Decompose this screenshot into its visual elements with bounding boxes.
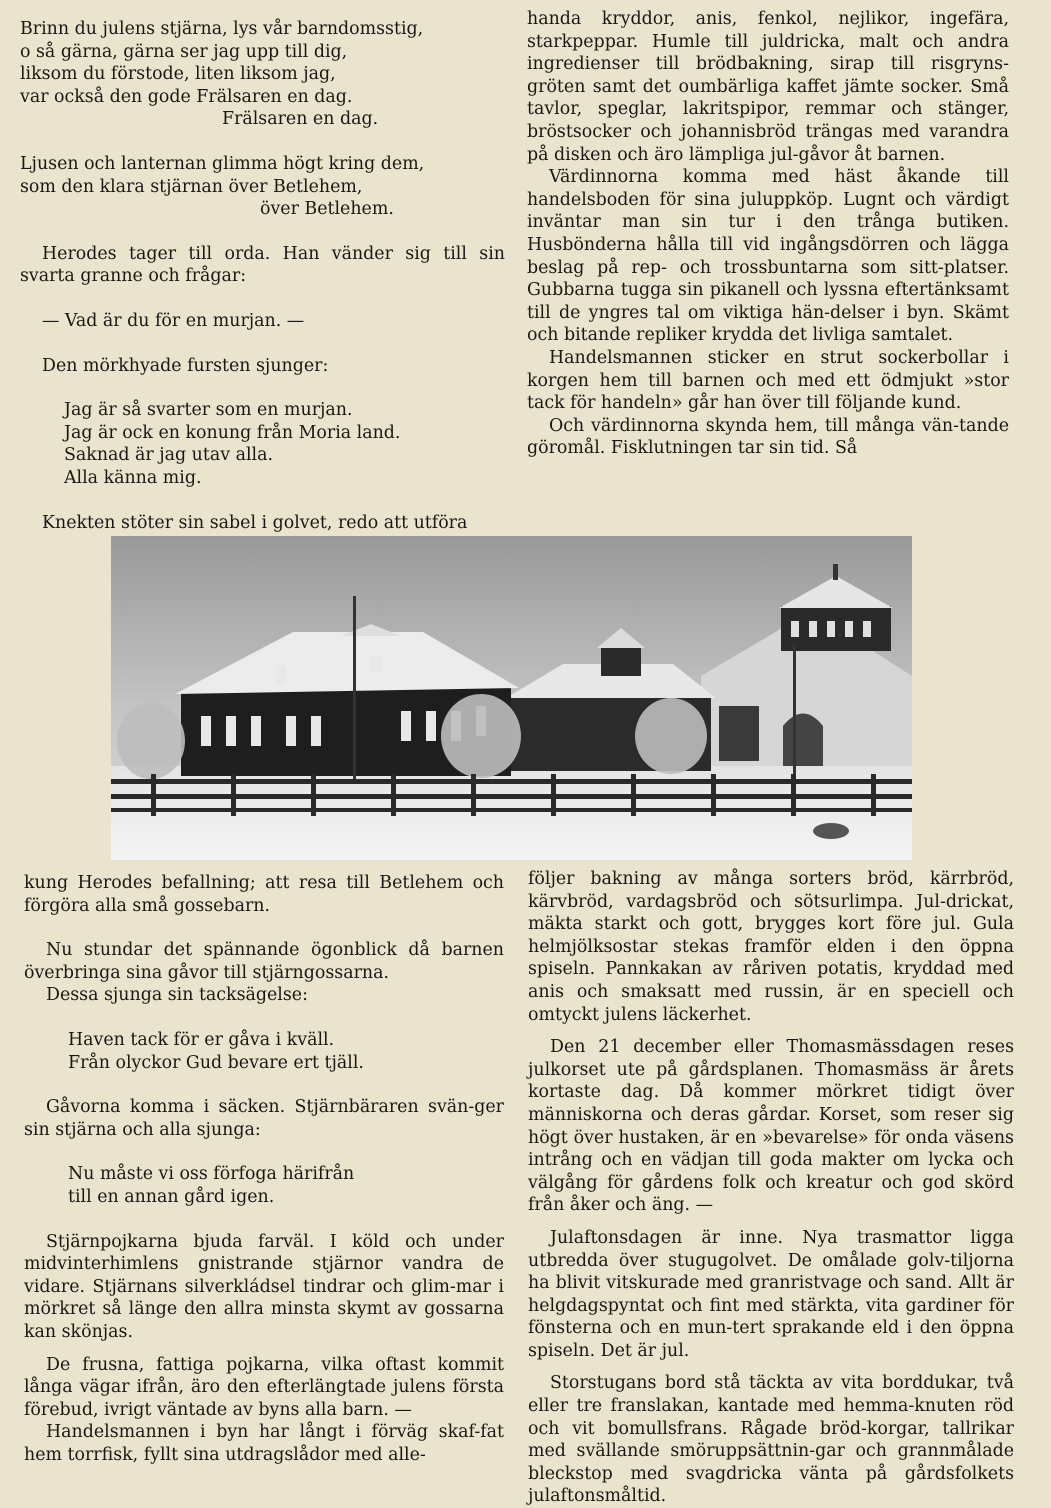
verse-line: Jag är så svarter som en murjan. <box>64 400 353 421</box>
verse-line: Alla känna mig. <box>64 467 202 488</box>
verse-line: Nu måste vi oss förfoga härifrån <box>68 1164 355 1185</box>
paragraph: Herodes tager till orda. Han vänder sig till sin svarta granne och frågar: <box>20 243 505 287</box>
verse-line: Jag är ock en konung från Moria land. <box>64 422 401 443</box>
verse-line: över Betlehem. <box>260 199 394 220</box>
winter-village-photo <box>111 536 912 860</box>
paragraph: Den mörkhyade fursten sjunger: <box>42 355 329 376</box>
column-top-left <box>20 18 505 534</box>
verse-line: Frälsaren en dag. <box>222 109 379 130</box>
paragraph: Värdinnorna komma med häst åkande till handelsboden för sina juluppköp. Lugnt och värdigt inväntar man sin tur i den trånga butiken. Husbönderna hålla till vid ingångsdörren och lägga beslag på rep- och trossbuntarna som sitt-platser. Gubbarna tugga sin pikanell och lyssna eftertänksamt till de yngres tal om viktiga hän-delser i byn. Skämt och bitande repliker krydda det livliga samtalet. <box>527 167 1009 346</box>
verse-line: Från olyckor Gud bevare ert tjäll. <box>68 1052 364 1073</box>
paragraph: Och värdinnorna skynda hem, till många vän-tande göromål. Fisklutningen tar sin tid. Så <box>527 415 1009 459</box>
paragraph: kung Herodes befallning; att resa till Betlehem och förgöra alla små gossebarn. <box>24 873 504 916</box>
paragraph: Stjärnpojkarna bjuda farväl. I köld och under midvinterhimlens gnistrande stjärnor vandra de vidare. Stjärnans silverkládsel tindrar och glim-mar i mörkret så länge den allra minsta skymt av gossarna kan skönjas. <box>24 1231 504 1342</box>
paragraph: Storstugans bord stå täckta av vita borddukar, två eller tre franslakan, kantade med hemma-knuten röd och vit bomullsfrans. Rågade bröd-korgar, tallrikar med svällande smöruppsättnin-gar och grannmålade bleckstop med svagdricka vänta på gårdsfolkets julaftonsmåltid. <box>528 1373 1014 1507</box>
verse-line: som den klara stjärnan över Betlehem, <box>20 176 363 197</box>
verse-line: var också den gode Frälsaren en dag. <box>20 86 353 107</box>
paragraph: De frusna, fattiga pojkarna, vilka oftast kommit långa vägar ifrån, äro den efterlängtade julens första förebud, ivrigt väntade av byns alla barn. — <box>24 1354 504 1420</box>
paragraph: Handelsmannen sticker en strut sockerbollar i korgen hem till barnen och med ett ödmjukt »stor tack för handeln» går han över till följande kund. <box>527 347 1009 414</box>
column-top-right <box>527 8 1009 460</box>
paragraph: Knekten stöter sin sabel i golvet, redo att utföra <box>42 512 468 533</box>
paragraph: följer bakning av många sorters bröd, kärrbröd, kärvbröd, vardagsbröd och sötsurlimpa. Jul-drickat, mäkta starkt och gott, brygges kort före jul. Gula helmjölksostar stekas framför elden i den öppna spiseln. Pannkakan av råriven potatis, kryddad med anis och smaksatt med russin, är en speciell och omtyckt julens läckerhet. <box>528 869 1014 1025</box>
verse-line: Saknad är jag utav alla. <box>64 445 273 466</box>
paragraph: Julaftonsdagen är inne. Nya trasmattor ligga utbredda över stugugolvet. De omålade golv-tiljorna ha blivit vitskurade med granristvage och sand. Allt är helgdagspyntat och fint med stärkta, vita gardiner för fönsterna och en mun-tert sprakande eld i den öppna spiseln. Det är jul. <box>528 1227 1014 1361</box>
paragraph: Gåvorna komma i säcken. Stjärnbäraren svän-ger sin stjärna och alla sjunga: <box>24 1097 504 1140</box>
paragraph: — Vad är du för en murjan. — <box>42 310 305 331</box>
paragraph: handa kryddor, anis, fenkol, nejlikor, ingefära, starkpeppar. Humle till juldricka, malt och andra ingredienser till brödbakning, sirap till risgryns-gröten samt det oumbärliga kaffet jämte socker. Små tavlor, speglar, lakritspipor, remmar och stänger, bröstsocker och johannisbröd trängas med varandra på disken och äro lämpliga jul-gåvor åt barnen. <box>527 9 1009 165</box>
column-bottom-right <box>528 868 1014 1508</box>
paragraph: Den 21 december eller Thomasmässdagen reses julkorset ute på gårdsplanen. Thomasmäss är årets kortaste dag. Då kommer mörkret tidigt över människorna och deras gårdar. Korset, som reser sig högt över hustaken, är en »bevarelse» för onda väsens intrång och en vädjan till goda makter om lycka och välgång för gårdens folk och kreatur och god skörd från åker och äng. — <box>528 1037 1014 1216</box>
verse-line: liksom du förstode, liten liksom jag, <box>20 64 336 85</box>
verse-line: Ljusen och lanternan glimma högt kring dem, <box>20 153 425 174</box>
photo-image <box>111 536 912 860</box>
paragraph: Nu stundar det spännande ögonblick då barnen överbringa sina gåvor till stjärngossarna. <box>24 940 504 983</box>
paragraph: Dessa sjunga sin tacksägelse: <box>46 985 308 1006</box>
verse-line: Haven tack för er gåva i kväll. <box>68 1029 335 1050</box>
verse-line: o så gärna, gärna ser jag upp till dig, <box>20 41 348 62</box>
verse-line: Brinn du julens stjärna, lys vår barndomsstig, <box>20 19 424 39</box>
verse-line: till en annan gård igen. <box>68 1186 275 1207</box>
paragraph: Handelsmannen i byn har långt i förväg skaf-fat hem torrfisk, fyllt sina utdragslådor med alle- <box>24 1422 504 1465</box>
column-bottom-left <box>24 872 504 1466</box>
